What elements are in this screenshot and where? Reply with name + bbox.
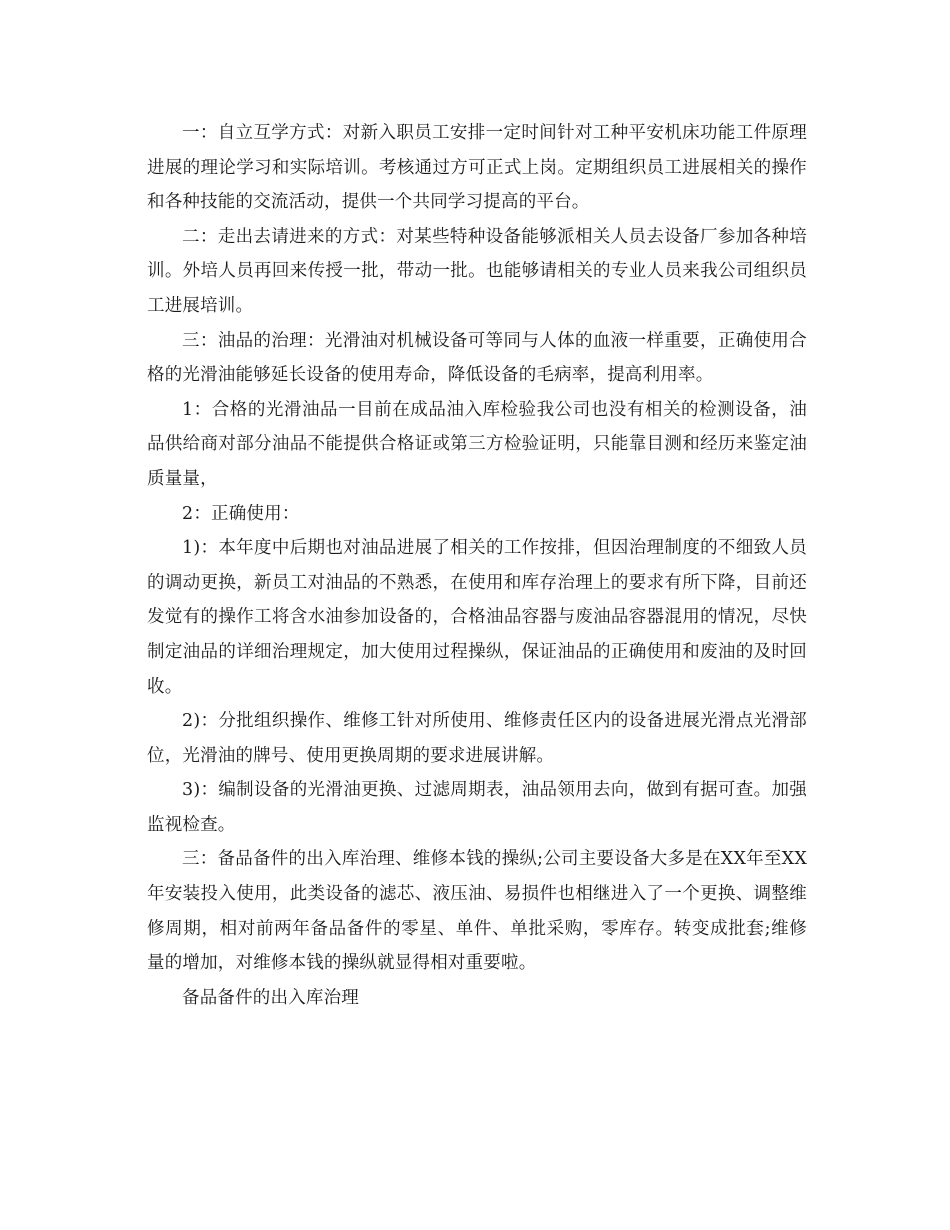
paragraph-item-2: 2)：分批组织操作、维修工针对所使用、维修责任区内的设备进展光滑点光滑部位，光滑油的牌号、使用更换周期的要求进展讲解。 (147, 711, 807, 766)
paragraph-oil-management: 三：油品的治理：光滑油对机械设备可等同与人体的血液一样重要，正确使用合格的光滑油能够延长设备的使用寿命，降低设备的毛病率，提高利用率。 (147, 330, 807, 386)
paragraph-external-training: 二：走出去请进来的方式：对某些特种设备能够派相关人员去设备厂参加各种培训。外培人员再回来传授一批，带动一批。也能够请相关的专业人员来我公司组织员工进展培训。 (147, 226, 807, 316)
document-body (147, 116, 807, 1015)
paragraph-qualified-oil: 1：合格的光滑油品一目前在成品油入库检验我公司也没有相关的检测设备，油品供给商对部分油品不能提供合格证或第三方检验证明，只能靠目测和经历来鉴定油质量量， (147, 399, 807, 489)
paragraph-item-1: 1)：本年度中后期也对油品进展了相关的工作按排，但因治理制度的不细致人员的调动更换，新员工对油品的不熟悉，在使用和库存治理上的要求有所下降，目前还发觉有的操作工将含水油参加设备的，合格油品容器与废油品容器混用的情况，尽快制定油品的详细治理规定，加大使用过程操纵，保证油品的正确使用和废油的及时回收。 (147, 538, 807, 697)
paragraph-self-study: 一：自立互学方式：对新入职员工安排一定时间针对工种平安机床功能工件原理进展的理论学习和实际培训。考核通过方可正式上岗。定期组织员工进展相关的操作和各种技能的交流活动，提供一个共同学习提高的平台。 (147, 123, 807, 213)
paragraph-spare-parts: 三：备品备件的出入库治理、维修本钱的操纵;公司主要设备大多是在XX年至XX年安装投入使用，此类设备的滤芯、液压油、易损件也相继进入了一个更换、调整维修周期，相对前两年备品备件的零星、单件、单批采购，零库存。转变成批套;维修量的增加，对维修本钱的操纵就显得相对重要啦。 (147, 849, 807, 974)
paragraph-item-3: 3)：编制设备的光滑油更换、过滤周期表，油品领用去向，做到有据可查。加强监视检查。 (147, 780, 807, 835)
paragraph-correct-use: 2：正确使用： (182, 503, 300, 524)
paragraph-spare-parts-heading: 备品备件的出入库治理 (182, 987, 359, 1008)
